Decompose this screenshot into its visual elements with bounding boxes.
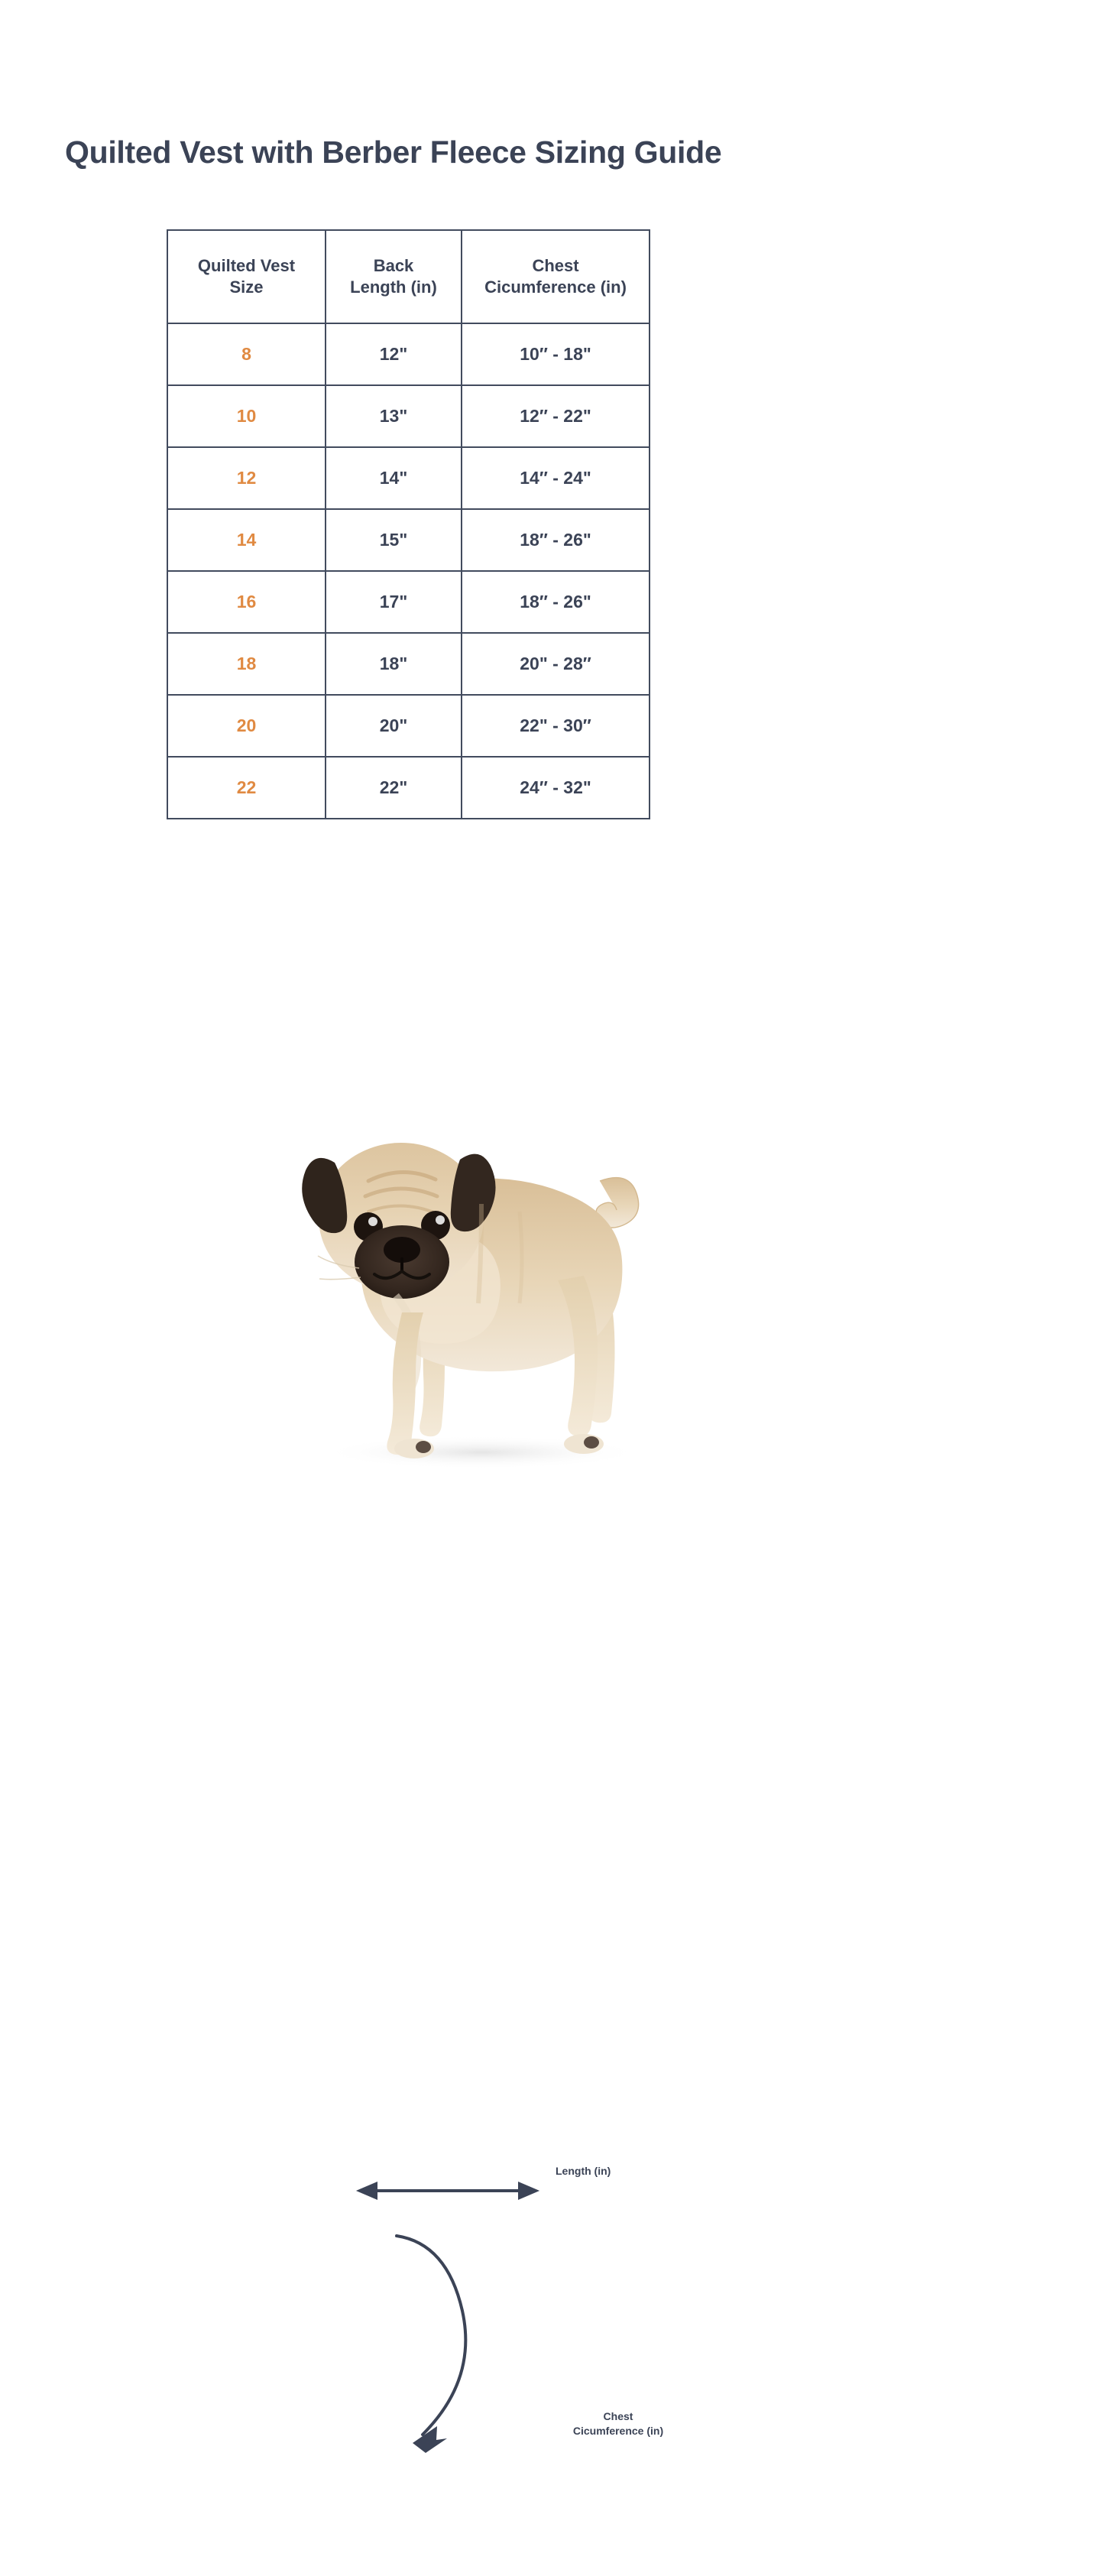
cell-chest-circumference: 12″ - 22" xyxy=(462,385,650,447)
column-header-size-line2: Size xyxy=(229,277,264,297)
page-title: Quilted Vest with Berber Fleece Sizing Guide xyxy=(65,135,722,170)
table-header-row xyxy=(167,230,650,323)
cell-chest-circumference: 18″ - 26" xyxy=(462,509,650,571)
table-body xyxy=(167,323,650,819)
table-row xyxy=(167,323,650,385)
table-row xyxy=(167,385,650,447)
table-row xyxy=(167,633,650,695)
table-row xyxy=(167,447,650,509)
cell-chest-circumference: 10″ - 18" xyxy=(462,323,650,385)
cell-size: 10 xyxy=(167,385,326,447)
column-header-back-length-line1: Back xyxy=(373,255,414,275)
column-header-size xyxy=(167,230,326,323)
dog-photo xyxy=(252,1066,680,1475)
cell-back-length: 20" xyxy=(326,695,462,757)
cell-size: 12 xyxy=(167,447,326,509)
chest-arrow-head xyxy=(413,2426,447,2453)
table-row xyxy=(167,509,650,571)
length-arrow xyxy=(360,2184,536,2198)
column-header-back-length-line2: Length (in) xyxy=(350,277,437,297)
chest-arrow xyxy=(397,2236,465,2435)
chest-circumference-label xyxy=(549,2409,687,2438)
cell-chest-circumference: 20" - 28″ xyxy=(462,633,650,695)
table-row xyxy=(167,695,650,757)
table-row xyxy=(167,571,650,633)
cell-size: 22 xyxy=(167,757,326,819)
cell-size: 20 xyxy=(167,695,326,757)
cell-chest-circumference: 24″ - 32" xyxy=(462,757,650,819)
chest-circumference-label-line2: Cicumference (in) xyxy=(572,2424,664,2437)
cell-back-length: 12" xyxy=(326,323,462,385)
column-header-chest-circumference xyxy=(462,230,650,323)
cell-back-length: 17" xyxy=(326,571,462,633)
cell-size: 18 xyxy=(167,633,326,695)
chest-circumference-label-line1: Chest xyxy=(603,2410,633,2422)
cell-back-length: 13" xyxy=(326,385,462,447)
table-header xyxy=(167,230,650,323)
cell-size: 16 xyxy=(167,571,326,633)
cell-size: 14 xyxy=(167,509,326,571)
cell-back-length: 18" xyxy=(326,633,462,695)
cell-back-length: 14" xyxy=(326,447,462,509)
measurement-arrows xyxy=(0,2133,1095,2576)
table-row xyxy=(167,757,650,819)
cell-size: 8 xyxy=(167,323,326,385)
column-header-size-line1: Quilted Vest xyxy=(197,255,296,275)
cell-chest-circumference: 18″ - 26" xyxy=(462,571,650,633)
column-header-chest-circumference-line1: Chest xyxy=(532,255,579,275)
cell-chest-circumference: 14″ - 24" xyxy=(462,447,650,509)
cell-chest-circumference: 22" - 30″ xyxy=(462,695,650,757)
column-header-chest-circumference-line2: Cicumference (in) xyxy=(484,277,627,297)
cell-back-length: 22" xyxy=(326,757,462,819)
measurement-diagram xyxy=(0,1066,1095,2437)
sizing-table xyxy=(167,229,650,819)
column-header-back-length xyxy=(326,230,462,323)
length-label: Length (in) xyxy=(556,2165,611,2177)
cell-back-length: 15" xyxy=(326,509,462,571)
